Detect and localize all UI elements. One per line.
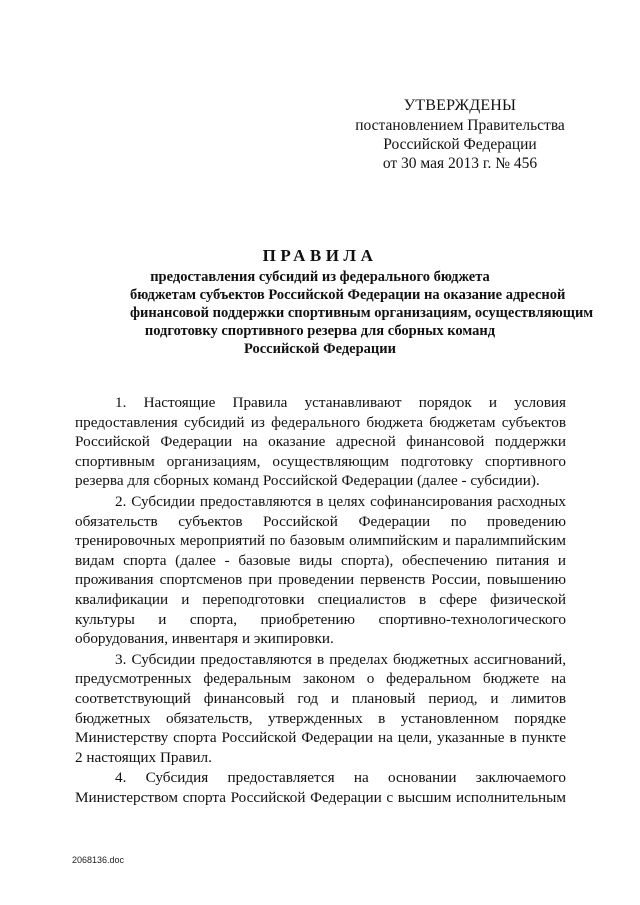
subtitle-line: финансовой поддержки спортивным организациям, осуществляющим: [130, 305, 594, 321]
paragraph-1: 1. Настоящие Правила устанавливают порядок и условия предоставления субсидий из федерального бюджета бюджетам субъектов Российской Федерации на оказание адресной финансовой поддержки спортивным организациям, осуществляющим подготовку спортивного резерва для сборных команд Российской Федерации (далее - субсидии).: [75, 394, 566, 490]
approval-line-3: от 30 мая 2013 г. № 456: [382, 155, 538, 172]
subtitle-line: Российской Федерации: [243, 341, 396, 357]
approval-line-2: Российской Федерации: [383, 136, 537, 153]
document-body: [75, 393, 566, 808]
file-name-footer: 2068136.doc: [72, 855, 125, 865]
paragraph-2: 2. Субсидии предоставляются в целях софинансирования расходных обязательств субъектов Российской Федерации по проведению тренировочных мероприятий по базовым олимпийским и паралимпийским видам спорта (далее - базовые виды спорта), обеспечению питания и проживания спортсменов при проведении первенств России, повышению квалификации и переподготовки специалистов в сфере физической культуры и спорта, приобретению спортивно-технологического оборудования, инвентаря и экипировки.: [75, 492, 566, 648]
subtitle-line: бюджетам субъектов Российской Федерации на оказание адресной: [130, 287, 566, 303]
approval-line-1: постановлением Правительства: [355, 117, 565, 134]
document-title: ПРАВИЛА: [262, 246, 378, 265]
approval-stamp: УТВЕРЖДЕНЫ: [403, 97, 517, 114]
approval-block: [340, 96, 580, 173]
document-subtitle: [130, 268, 594, 358]
paragraph-4: 4. Субсидия предоставляется на основании заключаемого Министерством спорта Российской Федерации с высшим исполнительным: [75, 769, 566, 806]
subtitle-line: предоставления субсидий из федерального бюджета: [150, 269, 490, 285]
subtitle-line: подготовку спортивного резерва для сборных команд: [144, 323, 496, 339]
paragraph-3: 3. Субсидии предоставляются в пределах бюджетных ассигнований, предусмотренных федеральным законом о федеральном бюджете на соответствующий финансовый год и плановый период, и лимитов бюджетных обязательств, утвержденных в установленном порядке Министерству спорта Российской Федерации на цели, указанные в пункте 2 настоящих Правил.: [75, 650, 566, 766]
